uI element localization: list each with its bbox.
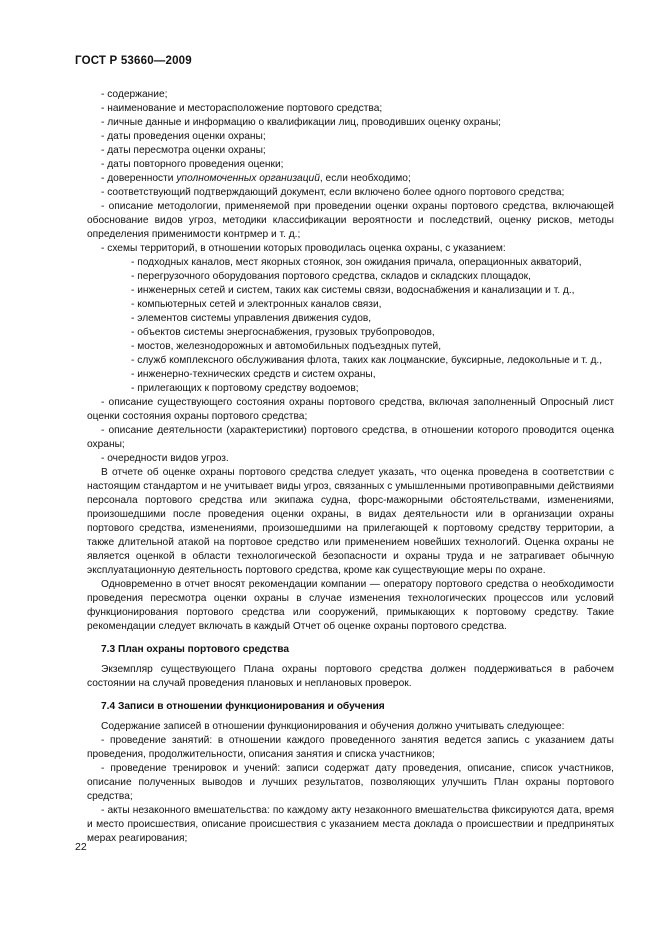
list-item: - схемы территорий, в отношении которых проводилась оценка охраны, с указанием: — [101, 243, 506, 254]
section-7-3-text: Экземпляр существующего Плана охраны портового средства должен поддерживаться в рабочем состоянии на случай проведения плановых и неплановых проверок. — [87, 664, 614, 689]
section-7-3-heading: 7.3 План охраны портового средства — [101, 644, 290, 655]
trust-text-italic: уполномоченных организаций — [176, 173, 320, 184]
sublist-item: - инженерно-технических средств и систем охраны, — [131, 369, 376, 380]
sublist-item: - элементов системы управления движения судов, — [131, 313, 372, 324]
list-item: - очередности видов угроз. — [101, 453, 229, 464]
list-item: - даты проведения оценки охраны; — [101, 131, 266, 142]
list-item: - проведение тренировок и учений: записи содержат дату проведения, описание, список участников, описание полученных выводов и лучших результатов, позволяющих улучшить План охраны портового средства; — [87, 763, 614, 802]
trust-text-after: , если необходимо; — [319, 173, 411, 184]
list-item: - даты пересмотра оценки охраны; — [101, 145, 266, 156]
section-7-4-heading: 7.4 Записи в отношении функционирования и обучения — [101, 701, 385, 712]
list-item: - акты незаконного вмешательства: по каждому акту незаконного вмешательства фиксируются дата, время и место происшествия, описание происшествия с указанием места доклада о происшествии и предпринятых мерах реагирования; — [87, 805, 614, 844]
list-item: - описание существующего состояния охраны портового средства, включая заполненный Опросный лист оценки состояния охраны портового средства; — [87, 397, 614, 422]
trust-text-before: - доверенности — [101, 173, 177, 184]
sublist-item: - мостов, железнодорожных и автомобильных подъездных путей, — [131, 341, 442, 352]
sublist-item: - подходных каналов, мест якорных стоянок, зон ожидания причала, операционных акваторий, — [131, 257, 582, 268]
page-number: 22 — [75, 841, 87, 853]
sublist-item: - компьютерных сетей и электронных каналов связи, — [131, 299, 382, 310]
list-item: - проведение занятий: в отношении каждого проведенного занятия ведется запись с указанием даты проведения, продолжительности, описания занятия и списка участников; — [87, 735, 614, 760]
list-item-trust — [87, 172, 614, 186]
document-body — [87, 88, 614, 846]
list-item: - личные данные и информацию о квалификации лиц, проводивших оценку охраны; — [101, 117, 502, 128]
section-7-4-intro: Содержание записей в отношении функционирования и обучения должно учитывать следующее: — [101, 721, 565, 732]
list-item: - соответствующий подтверждающий документ, если включено более одного портового средства; — [101, 187, 565, 198]
list-item: - описание методологии, применяемой при проведении оценки охраны портового средства, включающей обоснование видов угроз, методики классификации вероятности и последствий, оценку рисков, методы определения применимости контрмер и т. д.; — [87, 201, 614, 240]
sublist-item: - объектов системы энергоснабжения, грузовых трубопроводов, — [131, 327, 435, 338]
sublist-item: - прилегающих к портовому средству водоемов; — [131, 383, 359, 394]
sublist-item: - перегрузочного оборудования портового средства, складов и складских площадок, — [131, 271, 531, 282]
list-item: - наименование и месторасположение портового средства; — [101, 103, 383, 114]
sublist-item: - инженерных сетей и систем, таких как системы связи, водоснабжения и канализации и т. д., — [131, 285, 575, 296]
list-item: - содержание; — [101, 89, 168, 100]
list-item: - даты повторного проведения оценки; — [101, 159, 284, 170]
sublist-item: - служб комплексного обслуживания флота, таких как лоцманские, буксирные, ледокольные и т. д., — [131, 355, 603, 366]
paragraph-report-scope: В отчете об оценке охраны портового средства следует указать, что оценка проведена в соответствии с настоящим стандартом и не учитывает виды угроз, связанных с умышленными противоправными действиями персонала портового средства или экипажа судна, форс-мажорными обстоятельствами, изменениями, произошедшими после проведения оценки охраны, в видах деятельности или в организации охраны портового средства, изменениями, произошедшими на прилегающей к портовому средству территории, а также длительной атакой на портовое средство или применением новейших технологий. Оценка охраны не является оценкой в области технологической безопасности и охраны труда и не затрагивает обычную эксплуатационную деятельность портового средства, кроме как существующие меры по охране. — [87, 467, 614, 576]
standard-header: ГОСТ Р 53660—2009 — [75, 55, 192, 67]
list-item: - описание деятельности (характеристики) портового средства, в отношении которого проводится оценка охраны; — [87, 425, 614, 450]
paragraph-recommendations: Одновременно в отчет вносят рекомендации компании — оператору портового средства о необходимости проведения пересмотра оценки охраны в случае изменения технологических процессов или условий функционирования портового средства или сооружений, примыкающих к портовому средству. Такие рекомендации следует включать в каждый Отчет об оценке охраны портового средства. — [87, 579, 614, 632]
